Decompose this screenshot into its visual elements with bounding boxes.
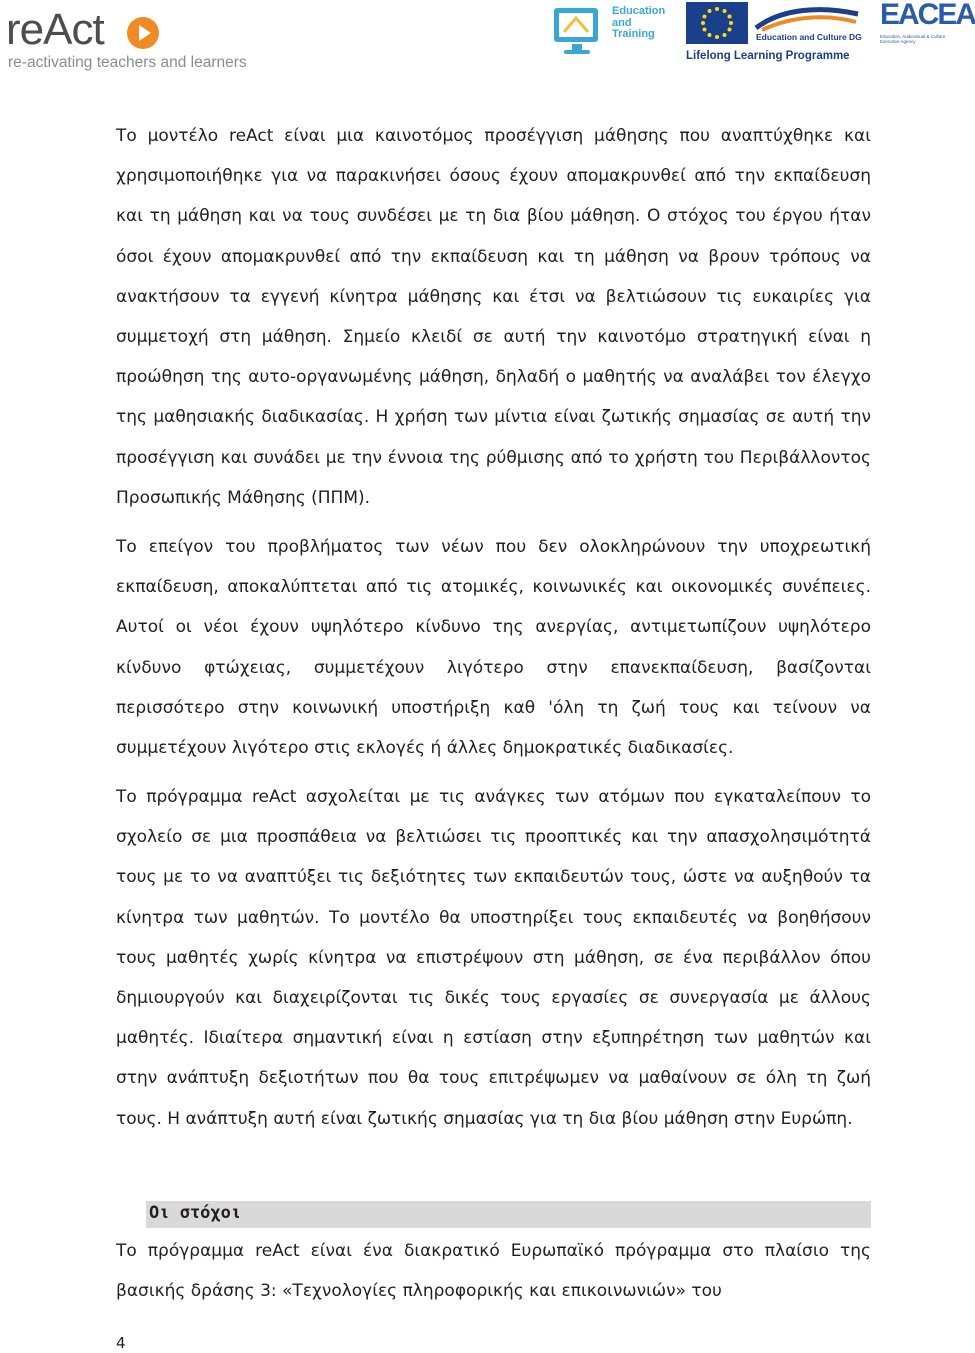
education-training-label: Education and Training [612,5,666,40]
section-heading-text: Οι στόχοι [149,1203,242,1223]
react-logo [6,4,246,74]
eacea-subtitle: Education, Audiovisual & Culture Executive Agency [880,34,946,44]
paragraph-problem: Το επείγον του προβλήματος των νέων που δεν ολοκληρώνουν την υποχρεωτική εκπαίδευση, αποκαλύπτεται από τις ατομικές, κοινωνικές και οικονομικές συνέπειες. Αυτοί οι νέοι έχουν υψηλότερο κίνδυνο της ανεργίας, αντιμετωπίζουν υψηλότερο κίνδυνο φτώχειας, συμμετέχουν λιγότερο στην επανεκπαίδευση, βασίζονται περισσότερο στην κοινωνική υποστήριξη καθ 'όλη τη ζωή τους και τείνουν να συμμετέχουν λιγότερο στις εκλογές ή άλλες δημοκρατικές διαδικασίες. [116,537,871,759]
paragraph-program: Το πρόγραμμα reAct ασχολείται με τις ανάγκες των ατόμων που εγκαταλείπουν το σχολείο σε μια προσπάθεια να βελτιώσει τις προοπτικές και την απασχολησιμότητά τους με το να αναπτύξει τις δεξιότητες των εκπαιδευτών τους, ώστε να αυξηθούν τα κίνητρα των μαθητών. Το μοντέλο θα υποστηρίξει τους εκπαιδευτές να βοηθήσουν τους μαθητές χωρίς κίνητρα να επιστρέψουν στη μάθηση, σε ένα περιβάλλον όπου δημιουργούν και διαχειρίζονται τις δικές τους εργασίες σε συνεργασία με άλλους μαθητές. Ιδιαίτερα σημαντική είναι η εστίαση στην εξυπηρέτηση των μαθητών και στην ανάπτυξη δεξιοτήτων που θα τους επιτρέψωμεν να μαθαίνουν σε όλη τη ζωή τους. Η ανάπτυξη αυτή είναι ζωτικής σημασίας για τη δια βίου μάθηση στην Ευρώπη. [116,787,871,1129]
logo-wordmark: reAct [6,5,104,54]
paragraph-intro: Το μοντέλο reAct είναι μια καινοτόμος προσέγγιση μάθησης που αναπτύχθηκε και χρησιμοποιήθηκε για να παρακινήσει όσους έχουν απομακρυνθεί από την εκπαίδευση και τη μάθηση και να τους συνδέσει με τη δια βίου μάθηση. Ο στόχος του έργου ήταν όσοι έχουν απομακρυνθεί από την εκπαίδευση και τη μάθηση να βρουν τρόπους να ανακτήσουν τα εγγενή κίνητρα μάθησης και έτσι να βελτιώσουν τις ευκαιρίες για συμμετοχή στη μάθηση. Σημείο κλειδί σε αυτή την καινοτόμο στρατηγική είναι η προώθηση της αυτο-οργανωμένης μάθηση, δηλαδή ο μαθητής να αναλάβει τον έλεγχο της μαθησιακής διαδικασίας. Η χρήση των μίντια είναι ζωτικής σημασίας σε αυτή την προσέγγιση και συνάδει με την έννοια της ρύθμισης από το χρήστη του Περιβάλλοντος Προσωπικής Μάθησης (ΠΠΜ). [116,126,871,508]
page-number: 4 [116,1334,126,1352]
education-culture-label: Education and Culture DG [756,32,862,42]
paragraph-goals: Το πρόγραμμα reAct είναι ένα διακρατικό Ευρωπαϊκό πρόγραμμα στο πλαίσιο της βασικής δράσης 3: «Τεχνολογίες πληροφορικής και επικοινωνιών» του [116,1241,871,1302]
eacea-wordmark: EACEA [880,0,975,31]
section-heading-goals [146,1201,871,1228]
education-training-logo [550,2,665,62]
page-header [0,0,975,80]
monitor-icon [550,2,610,58]
play-circle-icon [126,16,160,50]
lifelong-learning-label: Lifelong Learning Programme [686,50,850,62]
eacea-logo [880,0,975,56]
logo-tagline: re-activating teachers and learners [8,54,247,71]
eu-flag-icon [686,2,748,48]
